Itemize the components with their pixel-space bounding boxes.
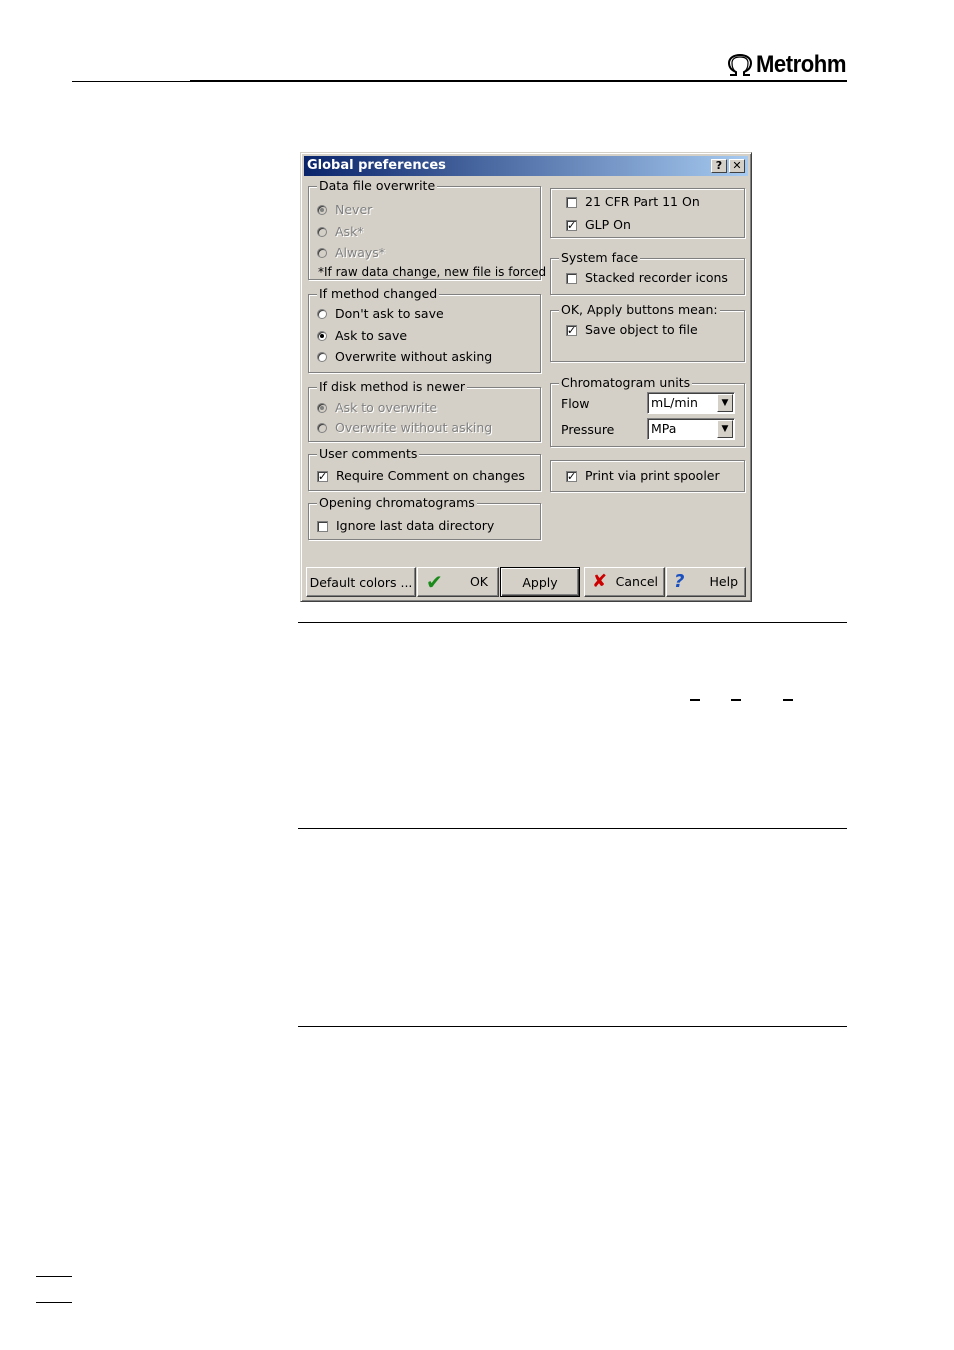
button-label: OK	[469, 574, 488, 589]
user-comments-group	[308, 446, 541, 491]
checkbox-icon	[566, 273, 577, 284]
radio-label: Always*	[335, 245, 386, 260]
apply-button[interactable]	[500, 567, 580, 597]
ok-apply-meaning-group	[550, 302, 745, 362]
radio-label: Ask to overwrite	[335, 400, 438, 415]
green-check-icon: ✔	[426, 570, 443, 594]
checkbox-checked-icon: ✓	[567, 218, 577, 232]
checkbox-checked-icon: ✓	[567, 469, 577, 483]
group-legend: Data file overwrite	[319, 178, 436, 193]
radio-icon	[317, 331, 327, 341]
radio-icon	[317, 227, 327, 237]
group-legend: Chromatogram units	[561, 375, 691, 390]
flow-label: Flow	[561, 396, 590, 411]
group-legend: If method changed	[319, 286, 438, 301]
pressure-unit-select[interactable]	[647, 418, 735, 440]
blue-question-icon: ?	[674, 571, 685, 592]
checkbox-checked-icon: ✓	[318, 469, 328, 483]
button-label: Default colors ...	[309, 574, 413, 590]
flow-unit-value: mL/min	[651, 395, 698, 410]
radio-icon	[317, 309, 327, 319]
group-legend: User comments	[319, 446, 418, 461]
close-button[interactable]	[729, 159, 745, 173]
radio-label: Ask to save	[335, 328, 408, 343]
brand-name: Metrohm	[756, 51, 847, 78]
section-rule	[298, 828, 847, 829]
radio-ask[interactable]	[317, 224, 364, 240]
checkbox-label: Ignore last data directory	[336, 518, 495, 533]
pressure-unit-value: MPa	[651, 421, 677, 436]
raw-data-note: *If raw data change, new file is forced	[318, 265, 547, 279]
save-object-to-file-checkbox[interactable]	[566, 322, 698, 338]
cfr-part11-checkbox[interactable]	[566, 194, 700, 210]
pressure-label: Pressure	[561, 422, 615, 437]
footer-rule	[36, 1276, 72, 1277]
footer-rule	[36, 1302, 72, 1303]
help-button[interactable]	[666, 567, 746, 597]
ok-button[interactable]	[417, 567, 499, 597]
radio-label: Ask*	[335, 224, 364, 239]
radio-ask-to-overwrite[interactable]	[317, 400, 437, 416]
glp-checkbox[interactable]	[566, 217, 631, 233]
section-rule	[298, 622, 847, 623]
checkbox-label: Print via print spooler	[585, 468, 720, 483]
button-label: Help	[709, 574, 738, 589]
header-rule-thick	[190, 80, 847, 82]
cancel-button[interactable]	[584, 567, 665, 597]
checkbox-label: 21 CFR Part 11 On	[585, 194, 700, 209]
dialog-title: Global preferences	[307, 158, 446, 173]
title-bar[interactable]	[304, 156, 748, 176]
disk-method-newer-group	[308, 379, 541, 442]
radio-icon	[317, 403, 327, 413]
radio-dont-ask[interactable]	[317, 306, 444, 322]
group-legend: OK, Apply buttons mean:	[561, 302, 718, 317]
close-icon: ✕	[732, 159, 742, 172]
checkbox-label: Stacked recorder icons	[585, 270, 728, 285]
ignore-last-directory-checkbox[interactable]	[317, 518, 494, 534]
radio-label: Don't ask to save	[335, 306, 444, 321]
radio-icon	[317, 248, 327, 258]
dropdown-arrow-icon[interactable]: ▼	[717, 420, 733, 438]
radio-overwrite-without-asking[interactable]	[317, 420, 492, 436]
omega-logo-icon	[726, 53, 754, 77]
radio-always[interactable]	[317, 245, 385, 261]
button-label: Cancel	[615, 574, 658, 589]
radio-ask-to-save[interactable]	[317, 328, 407, 344]
checkbox-label: Require Comment on changes	[336, 468, 525, 483]
question-icon: ?	[715, 159, 723, 172]
dropdown-arrow-icon[interactable]: ▼	[717, 394, 733, 412]
help-title-button[interactable]	[711, 159, 727, 173]
checkbox-checked-icon: ✓	[567, 323, 577, 337]
radio-label: Overwrite without asking	[335, 420, 493, 435]
global-preferences-dialog	[300, 152, 752, 602]
group-legend: If disk method is newer	[319, 379, 466, 394]
radio-icon	[317, 423, 327, 433]
red-x-icon: ✘	[592, 571, 608, 592]
section-rule	[298, 1026, 847, 1027]
radio-label: Never	[335, 202, 373, 217]
checkbox-icon	[317, 521, 328, 532]
opening-chromatograms-group	[308, 495, 541, 540]
require-comment-checkbox[interactable]	[317, 468, 525, 484]
flow-unit-select[interactable]	[647, 392, 735, 414]
underline-mark	[731, 699, 741, 701]
data-file-overwrite-group	[308, 178, 547, 280]
group-legend: System face	[561, 250, 639, 265]
radio-never[interactable]	[317, 202, 372, 218]
method-changed-group	[308, 286, 541, 373]
default-colors-button[interactable]	[306, 567, 416, 597]
checkbox-label: Save object to file	[585, 322, 698, 337]
metrohm-logo	[726, 50, 854, 80]
checkbox-label: GLP On	[585, 217, 631, 232]
system-face-group	[550, 250, 745, 295]
radio-icon	[317, 352, 327, 362]
print-via-spooler-checkbox[interactable]	[566, 468, 720, 484]
radio-overwrite[interactable]	[317, 349, 492, 365]
checkbox-icon	[566, 197, 577, 208]
radio-label: Overwrite without asking	[335, 349, 493, 364]
button-label: Apply	[522, 574, 558, 590]
chromatogram-units-group	[550, 375, 745, 447]
stacked-recorder-icons-checkbox[interactable]	[566, 270, 728, 286]
underline-mark	[690, 699, 700, 701]
print-group	[550, 460, 745, 492]
underline-mark	[783, 699, 793, 701]
compliance-group	[550, 188, 745, 238]
group-legend: Opening chromatograms	[319, 495, 475, 510]
radio-icon	[317, 205, 327, 215]
